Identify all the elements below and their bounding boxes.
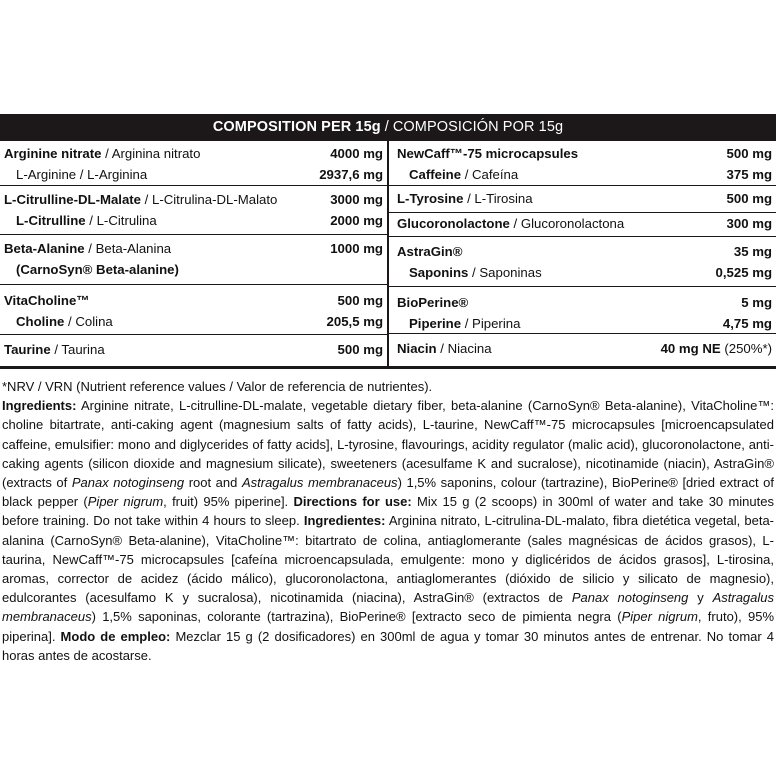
ingredient-name: Saponins / Saponinas (409, 265, 542, 280)
composition-row (0, 311, 387, 332)
ingredient-name: Piperine / Piperina (409, 316, 521, 331)
composition-cell (389, 141, 776, 186)
composition-cell (389, 186, 776, 213)
composition-cell (0, 335, 387, 366)
ingredient-amount: 205,5 mg (326, 314, 383, 329)
composition-row (389, 241, 776, 262)
ingredient-name: BioPerine® (397, 295, 469, 310)
ingredient-amount: 3000 mg (330, 192, 383, 207)
composition-cell (0, 141, 387, 186)
ingredient-amount: 2937,6 mg (319, 167, 383, 182)
ingredient-amount: 300 mg (726, 216, 772, 231)
ingredient-name: VitaCholine™ (4, 293, 90, 308)
composition-row (389, 143, 776, 164)
composition-row (389, 188, 776, 209)
composition-row (389, 313, 776, 334)
label-text-block (0, 369, 776, 665)
composition-row (389, 292, 776, 313)
composition-row (389, 213, 776, 234)
composition-row (0, 143, 387, 164)
ingredient-amount: 40 mg NE (250%*) (660, 341, 772, 356)
composition-column-left (0, 141, 389, 366)
composition-row (389, 338, 776, 359)
ingredient-name: L-Tyrosine / L-Tirosina (397, 191, 533, 206)
title-separator: / (384, 119, 389, 135)
ingredient-amount: 35 mg (733, 244, 772, 259)
nrv-percent: (250%*) (720, 341, 772, 356)
composition-row (389, 262, 776, 283)
composition-column-right (389, 141, 776, 366)
composition-row (0, 189, 387, 210)
composition-cell (389, 237, 776, 287)
ingredient-name: Caffeine / Cafeína (409, 167, 519, 182)
ingredient-name: (CarnoSyn® Beta-alanine) (16, 262, 179, 277)
composition-cell (0, 186, 387, 235)
composition-title-en: COMPOSITION PER 15g (212, 119, 381, 135)
ingredients-label-es: Ingredientes: (299, 513, 386, 529)
composition-row (389, 164, 776, 185)
composition-row (0, 164, 387, 185)
ingredient-amount: 5 mg (741, 295, 772, 310)
composition-row (0, 238, 387, 259)
ingredient-amount: 500 mg (726, 146, 772, 161)
composition-row (0, 290, 387, 311)
ingredient-name: Choline / Colina (16, 314, 113, 329)
ingredient-amount: 2000 mg (330, 213, 383, 228)
ingredient-amount: 4000 mg (330, 146, 383, 161)
ingredient-name: AstraGin® (397, 244, 463, 259)
ingredient-name: L-Citrulline-DL-Malate / L-Citrulina-DL-Malato (4, 192, 278, 207)
ingredient-amount: 1000 mg (330, 241, 383, 256)
ingredient-amount: 500 mg (726, 191, 772, 206)
supplement-label (0, 114, 776, 665)
composition-cell (389, 287, 776, 334)
nrv-note: *NRV / VRN (Nutrient reference values / Valor de referencia de nutrientes). (2, 379, 433, 394)
composition-row (0, 210, 387, 231)
ingredient-name: Niacin / Niacina (397, 341, 492, 356)
composition-header (0, 114, 776, 140)
ingredient-name: Beta-Alanine / Beta-Alanina (4, 241, 172, 256)
composition-table (0, 140, 776, 369)
ingredient-amount: 500 mg (337, 342, 383, 357)
ingredient-name: L-Citrulline / L-Citrulina (16, 213, 157, 228)
ingredient-amount: 0,525 mg (715, 265, 772, 280)
ingredient-amount: 4,75 mg (722, 316, 772, 331)
composition-cell (0, 285, 387, 335)
ingredient-name: Glucoronolactone / Glucoronolactona (397, 216, 625, 231)
ingredient-amount: 500 mg (337, 293, 383, 308)
ingredients-paragraph: Ingredients: Arginine nitrate, L-citrulline-DL-malate, vegetable dietary fiber, beta-alanine (CarnoSyn® Beta-alanine), VitaCholine™: choline bitartrate, anti-caking agent (magnesium salts of fatty acids), L-taurine, NewCaff™-75 microcapsules [microencapsulated caffeine, emulsifier: mono and diglycerides of fatty acids], L-tyrosine, flavourings, acidity regulator (malic acid), glucoronolactone, anti-caking agents (silicon dioxide and magnesium silicate), sweeteners (acesulfame K and sucralose), nicotinamide (niacin), AstraGin® (extracts of Panax notoginseng root and Astragalus membranaceus) 1,5% saponins, colour (tartrazine), BioPerine® [dried extract of black pepper (Piper nigrum, fruit) 95% piperine]. Directions for use: Mix 15 g (2 scoops) in 300ml of water and take 30 minutes before training. Do not take within 4 hours to sleep. Ingredientes: Arginina nitrato, L-citrulina-DL-malato, fibra dietética vegetal, beta-alanina (CarnoSyn® Beta-alanine), VitaCholine™: bitartrato de colina, antiaglomerante (sales magnésicas de ácidos grasos), L-taurina, NewCaff™-75 microcapsules [cafeína microencapsulada, emulgente: mono y diglicéridos de ácidos grasos], L-tirosina, aromas, corrector de acidez (ácido málico), glucoronolactona, antiaglomerantes (dióxido de silicio y silicato de magnesio), edulcorantes (acesulfamo K y sucralosa), nicotinamida (niacina), AstraGin® (extractos de Panax notoginseng y Astragalus membranaceus) 1,5% saponinas, colorante (tartrazina), BioPerine® [extracto seco de pimienta negra (Piper nigrum, fruto), 95% piperina]. Modo de empleo: Mezclar 15 g (2 dosificadores) en 300ml de agua y tomar 30 minutos antes de entrenar. No tomar 4 horas antes de acostarse. (2, 398, 775, 663)
composition-cell (389, 334, 776, 365)
ingredient-name: NewCaff™-75 microcapsules (397, 146, 579, 161)
ingredient-name: Arginine nitrate / Arginina nitrato (4, 146, 201, 161)
ingredients-label-en: Ingredients: (2, 398, 77, 414)
composition-row (0, 339, 387, 360)
ingredient-name: L-Arginine / L-Arginina (16, 167, 148, 182)
composition-cell (0, 235, 387, 285)
modo-label: Modo de empleo: (55, 628, 171, 644)
composition-row (0, 259, 387, 280)
ingredient-amount: 375 mg (726, 167, 772, 182)
composition-cell (389, 213, 776, 237)
directions-label: Directions for use: (288, 494, 412, 510)
composition-title-es: COMPOSICIÓN POR 15g (392, 119, 564, 135)
ingredient-name: Taurine / Taurina (4, 342, 105, 357)
